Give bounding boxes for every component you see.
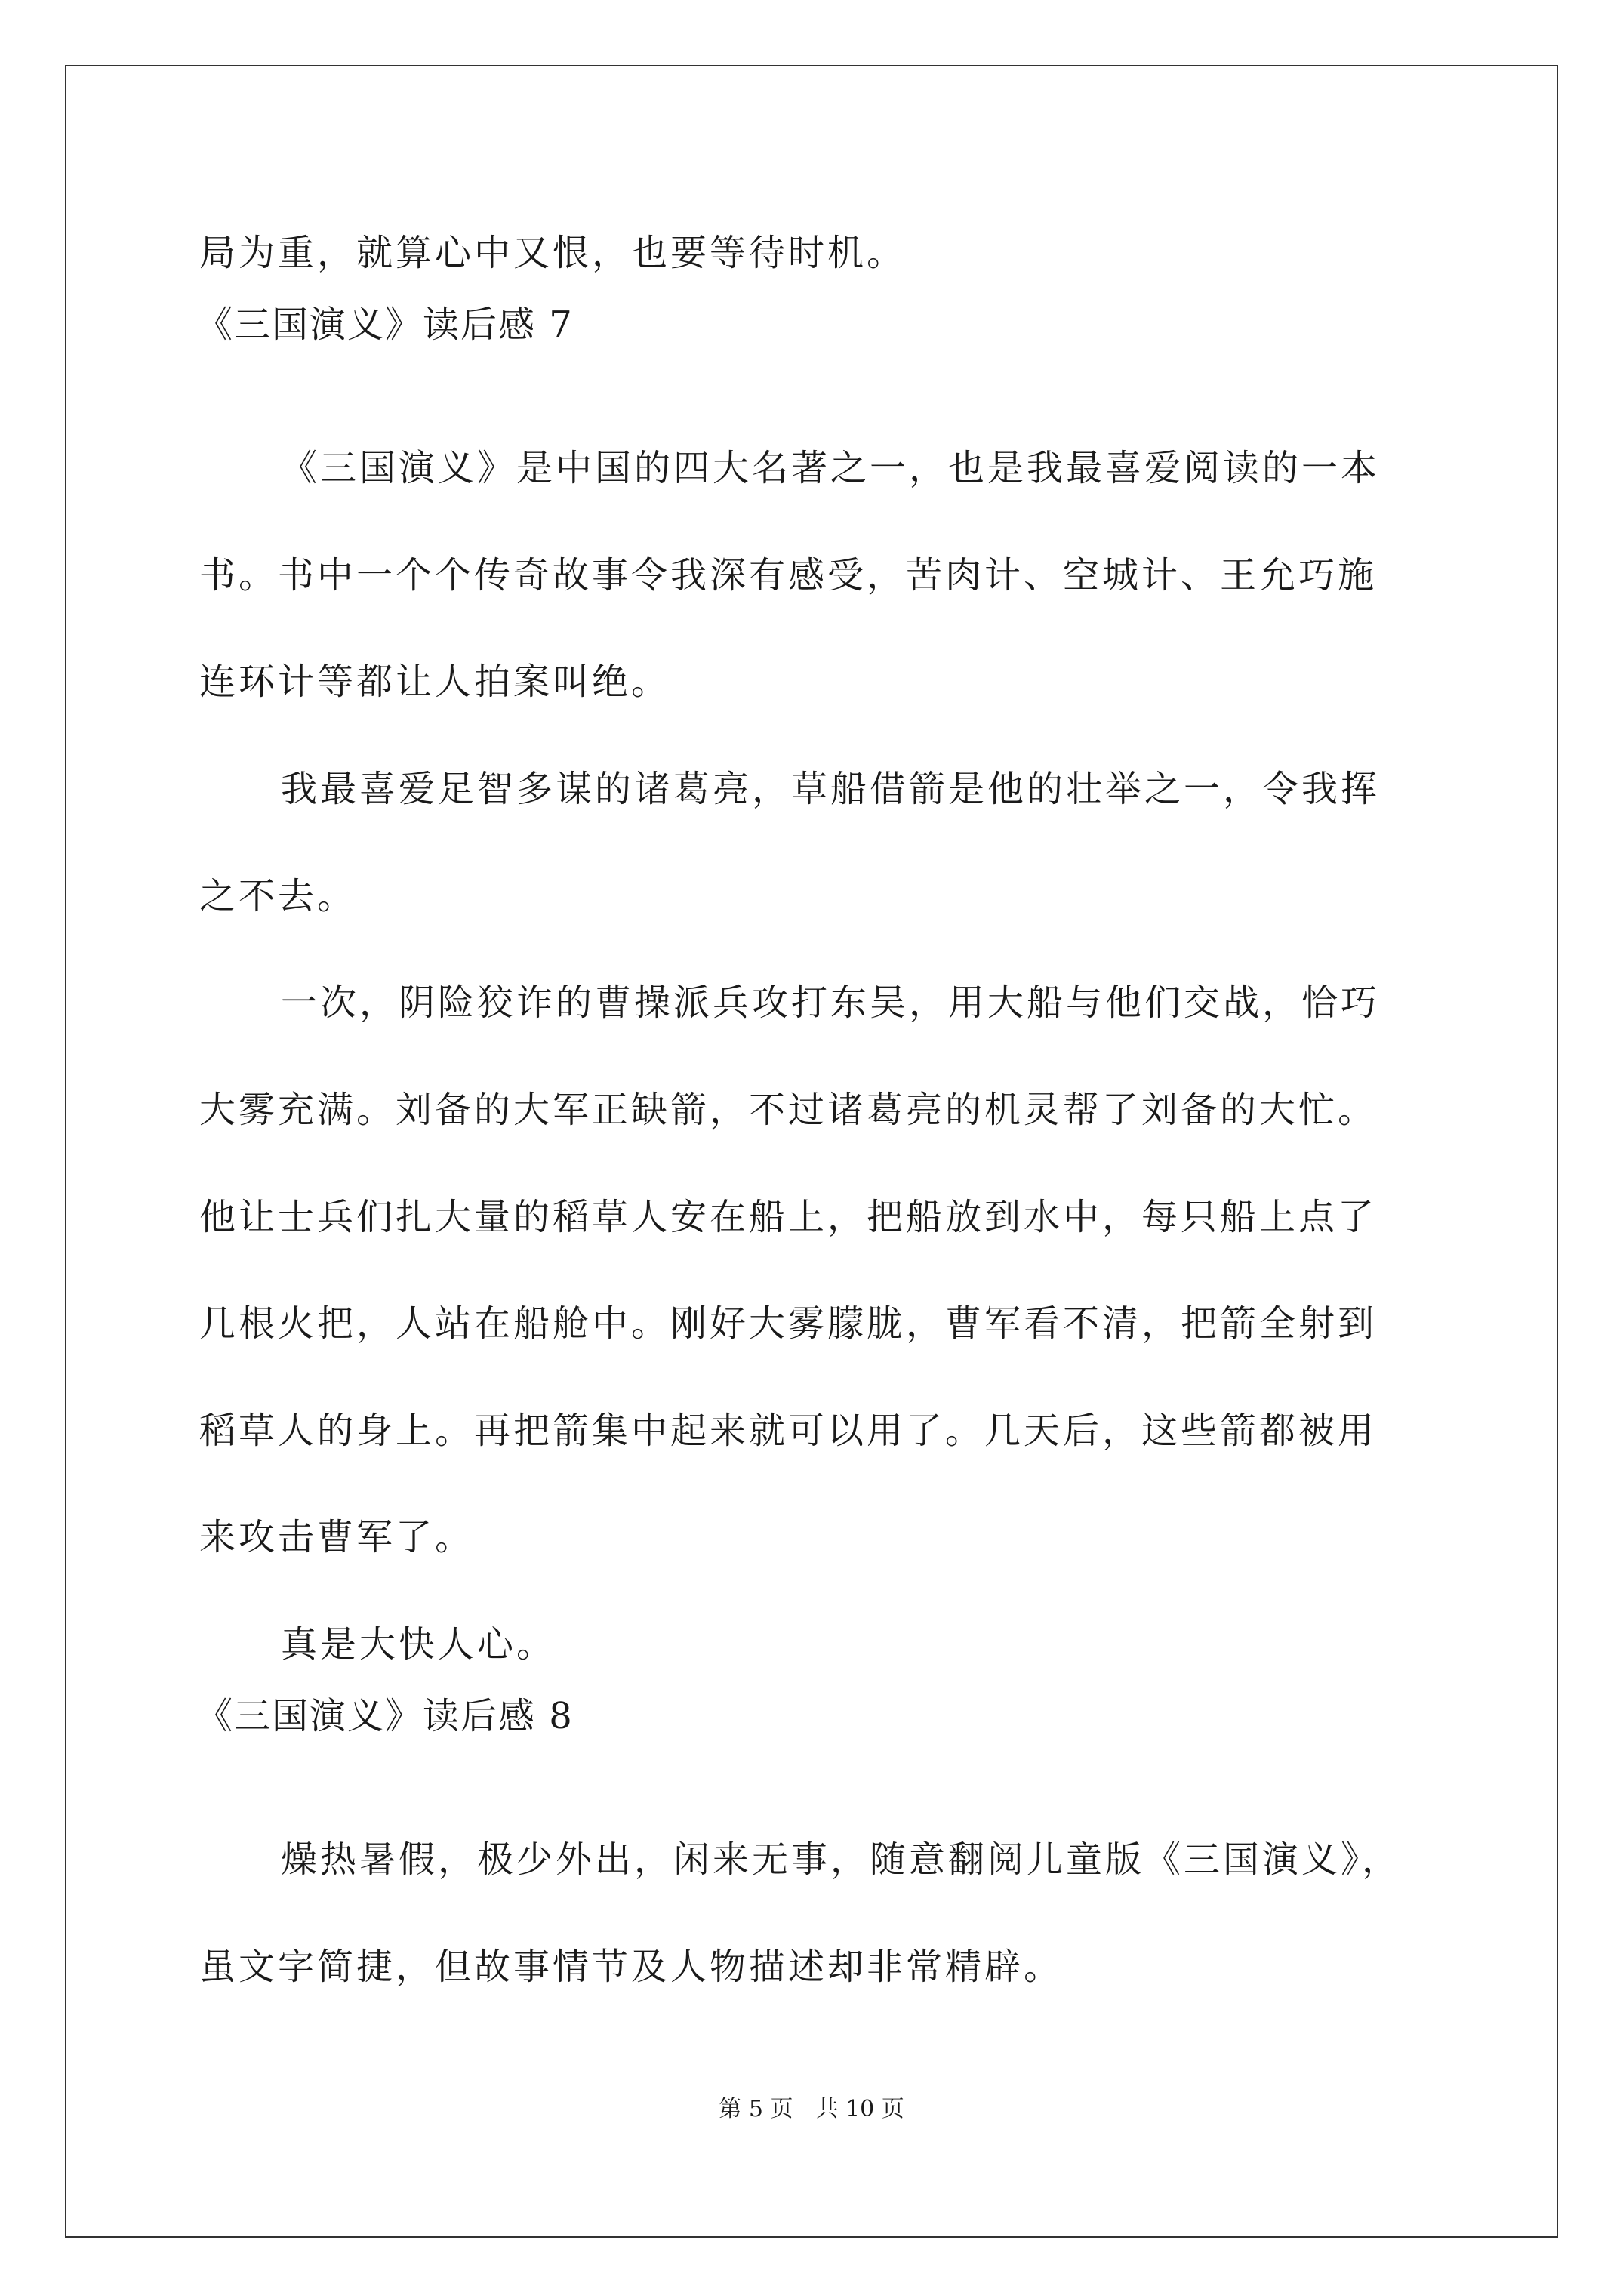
page-border [65, 65, 1558, 2238]
text-line: 几根火把，人站在船舱中。刚好大雾朦胧，曹军看不清，把箭全射到 [199, 1302, 1378, 1345]
text-line: 《三国演义》是中国的四大名著之一，也是我最喜爱阅读的一本 [281, 447, 1381, 489]
text-line: 局为重，就算心中又恨，也要等待时机。 [199, 232, 907, 274]
text-line: 之不去。 [199, 875, 357, 917]
text-line: 大雾充满。刘备的大军正缺箭，不过诸葛亮的机灵帮了刘备的大忙。 [199, 1089, 1378, 1131]
text-line: 虽文字简捷，但故事情节及人物描述却非常精辟。 [199, 1946, 1064, 1988]
text-line: 书。书中一个个传奇故事令我深有感受，苦肉计、空城计、王允巧施 [199, 554, 1378, 596]
text-line: 稻草人的身上。再把箭集中起来就可以用了。几天后，这些箭都被用 [199, 1410, 1378, 1452]
text-line: 真是大快人心。 [281, 1623, 556, 1666]
text-line: 一次，阴险狡诈的曹操派兵攻打东吴，用大船与他们交战，恰巧 [281, 982, 1381, 1024]
text-line: 燥热暑假，极少外出，闲来无事，随意翻阅儿童版《三国演义》， [281, 1838, 1402, 1881]
text-line: 来攻击曹军了。 [199, 1516, 475, 1558]
text-line: 他让士兵们扎大量的稻草人安在船上，把船放到水中，每只船上点了 [199, 1196, 1378, 1238]
page-number: 第 5 页 共 10 页 [719, 2096, 904, 2122]
text-line: 连环计等都让人拍案叫绝。 [199, 661, 671, 703]
text-line: 我最喜爱足智多谋的诸葛亮，草船借箭是他的壮举之一，令我挥 [281, 768, 1381, 810]
section-heading: 《三国演义》读后感 7 [196, 304, 574, 346]
section-heading: 《三国演义》读后感 8 [196, 1695, 574, 1737]
